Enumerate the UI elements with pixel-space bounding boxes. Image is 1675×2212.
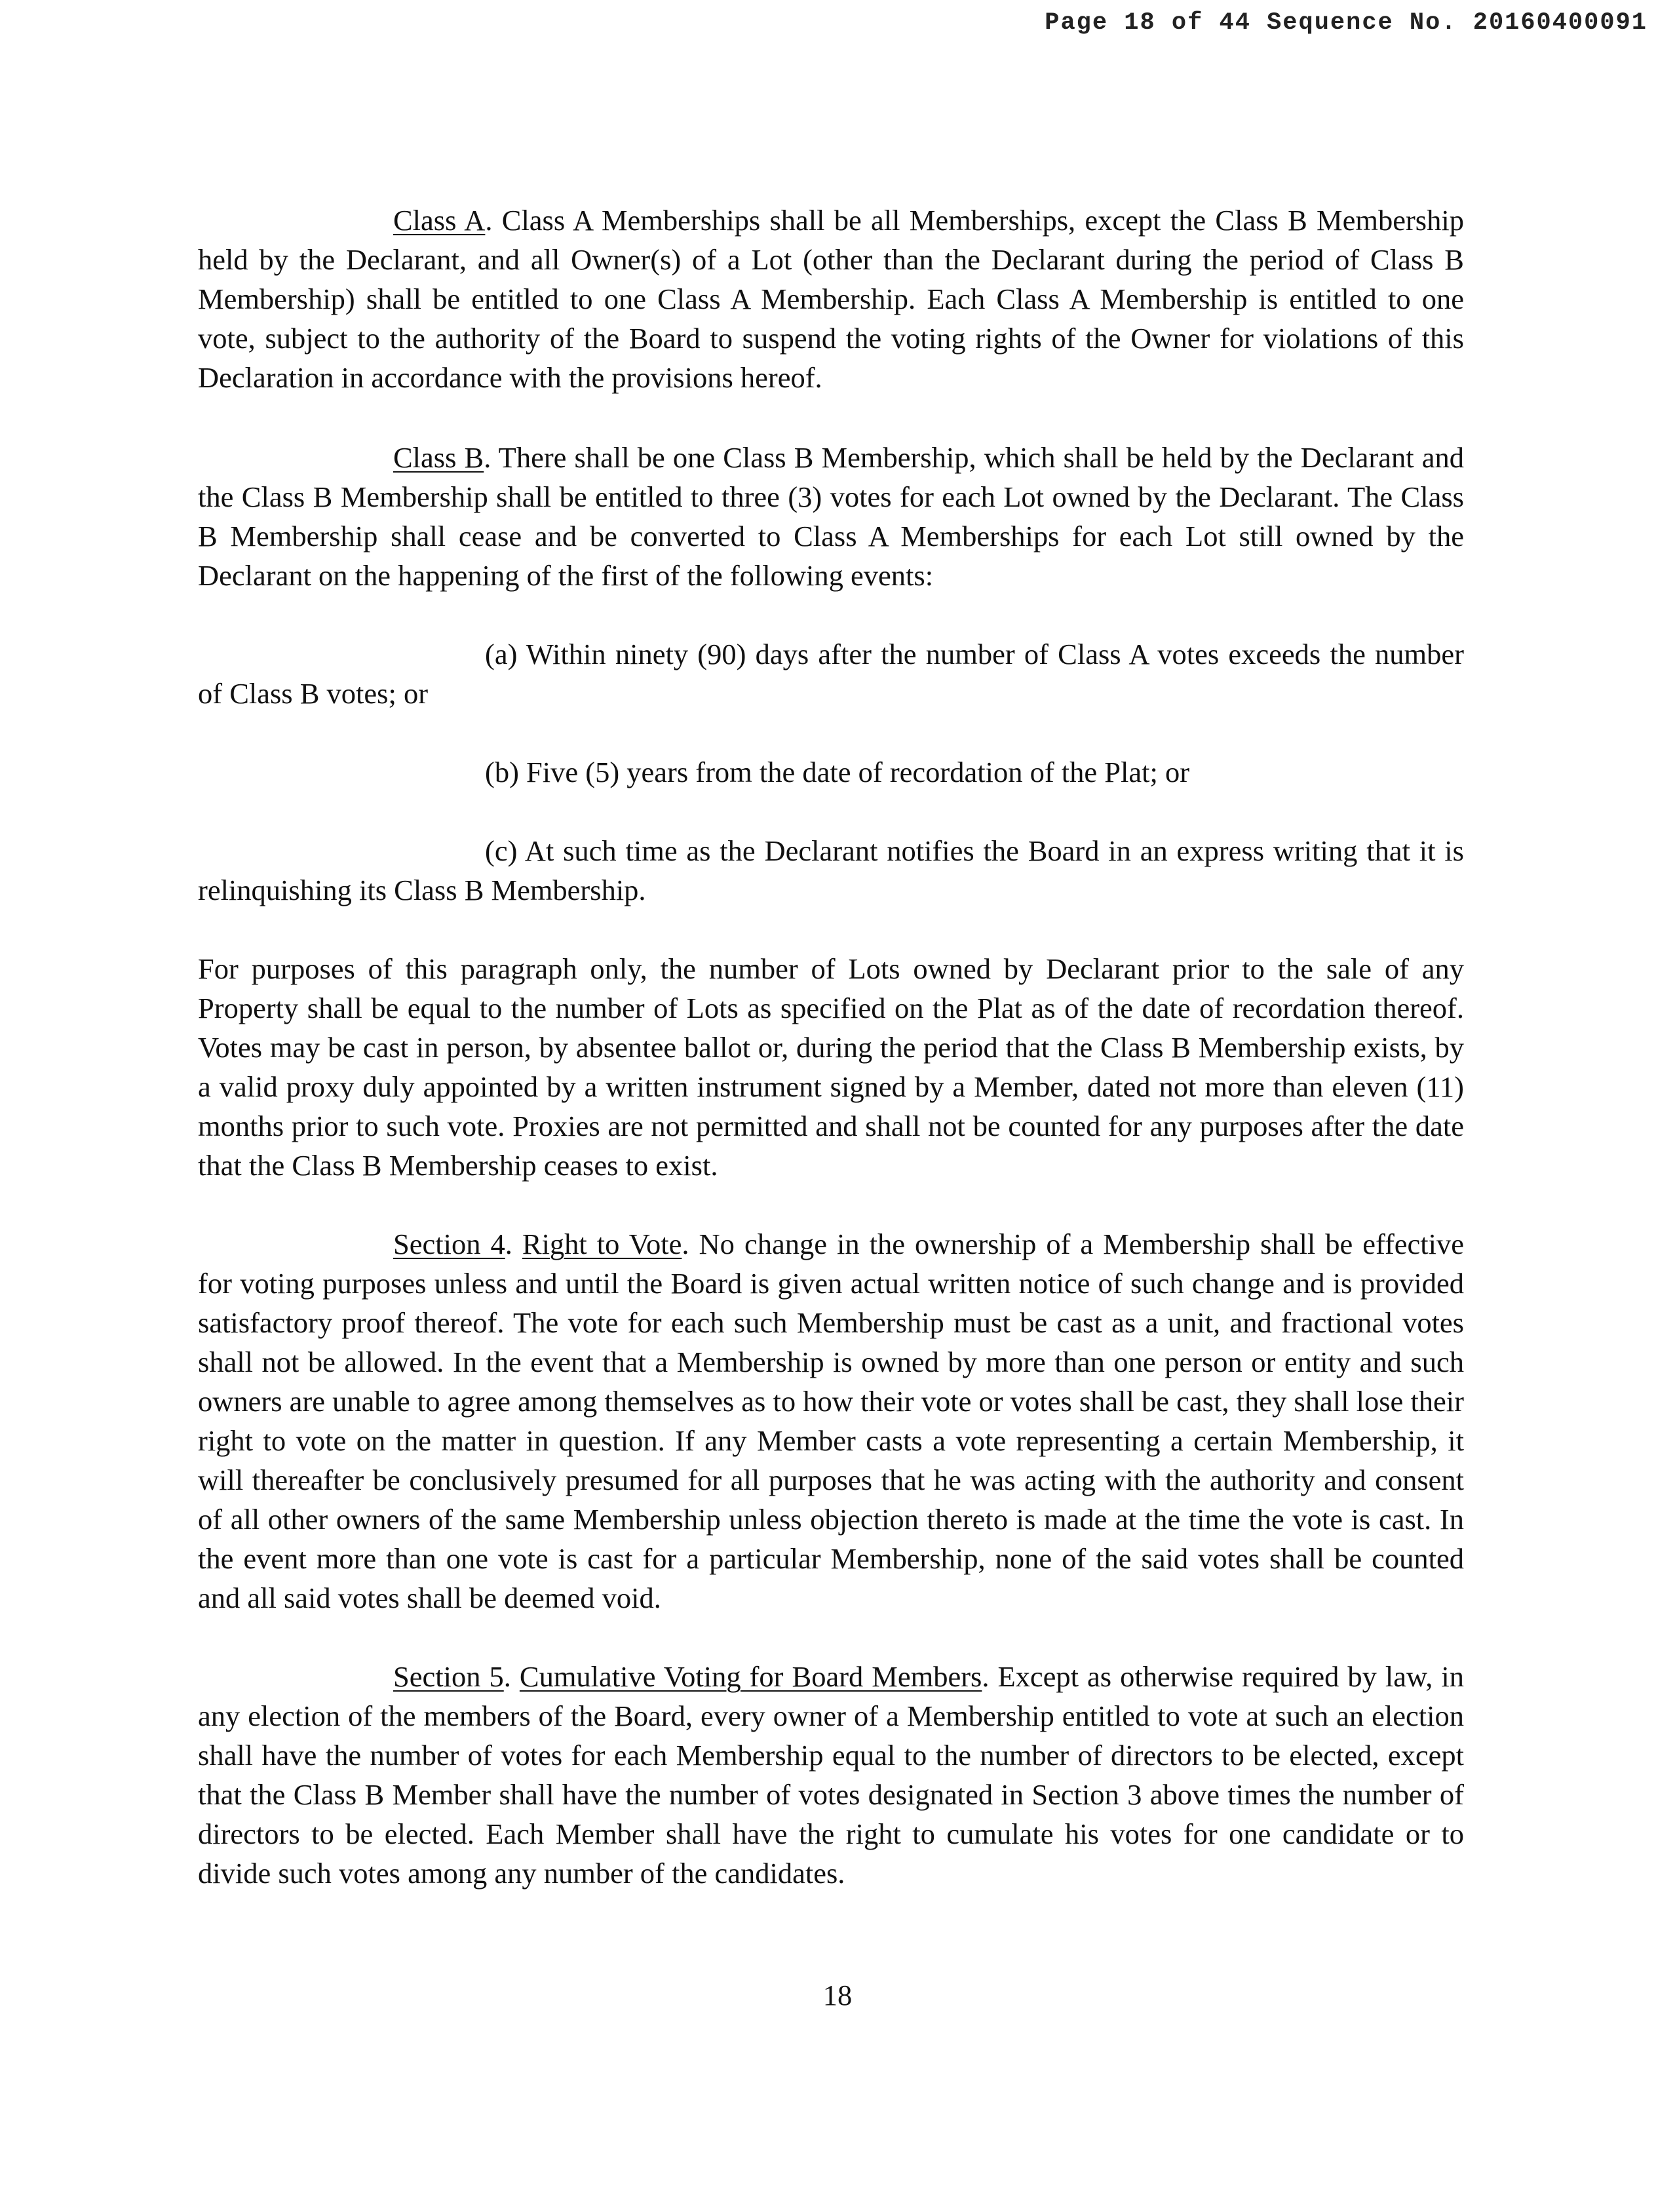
section-4-period: .: [505, 1228, 522, 1260]
paragraph-class-a: [198, 201, 1464, 397]
section-4-text: . No change in the ownership of a Membership shall be effective for voting purposes unless and until the Board is given actual written notice of such change and is provided satisfactory proof thereof. The vote for each such Membership must be cast as a unit, and fractional votes shall not be allowed. In the event that a Membership is owned by more than one person or entity and such owners are unable to agree among themselves as to how their vote or votes shall be cast, they shall lose their right to vote on the matter in question. If any Member casts a vote representing a certain Membership, it will thereafter be conclusively presumed for all purposes that he was acting with the authority and consent of all other owners of the same Membership unless objection thereto is made at the time the vote is cast. In the event more than one vote is cast for a particular Membership, none of the said votes shall be counted and all said votes shall be deemed void.: [198, 1228, 1465, 1614]
section-5-title: Cumulative Voting for Board Members: [519, 1660, 982, 1693]
paragraph-class-b: [198, 438, 1464, 595]
section-5-period: .: [503, 1660, 520, 1693]
list-item-c: (c) At such time as the Declarant notifies the Board in an express writing that it is relinquishing its Class B Membership.: [198, 834, 1464, 906]
page-header: Page 18 of 44 Sequence No. 20160400091: [1045, 9, 1647, 37]
class-a-heading: Class A: [393, 204, 486, 237]
paragraph-purposes: For purposes of this paragraph only, the number of Lots owned by Declarant prior to the sale of any Property shall be equal to the number of Lots as specified on the Plat as of the date of recordation thereof. Votes may be cast in person, by absentee ballot or, during the period that the Class B Membership exists, by a valid proxy duly appointed by a written instrument signed by a Member, dated not more than eleven (11) months prior to such vote. Proxies are not permitted and shall not be counted for any purposes after the date that the Class B Membership ceases to exist.: [198, 952, 1464, 1182]
section-4-number: Section 4: [393, 1228, 505, 1260]
paragraph-section-5: [198, 1657, 1464, 1893]
section-5-text: . Except as otherwise required by law, in any election of the members of the Board, every owner of a Membership entitled to vote at such an election shall have the number of votes for each Membership equal to the number of directors to be elected, except that the Class B Member shall have the number of votes designated in Section 3 above times the number of directors to be elected. Each Member shall have the right to cumulate his votes for one candidate or to divide such votes among any number of the candidates.: [198, 1660, 1465, 1890]
page-number: 18: [822, 1979, 853, 2011]
section-5-number: Section 5: [393, 1660, 504, 1693]
class-b-text: . There shall be one Class B Membership, which shall be held by the Declarant and the Class B Membership shall be entitled to three (3) votes for each Lot owned by the Declarant. The Class B Membership shall cease and be converted to Class A Memberships for each Lot still owned by the Declarant on the happening of the first of the following events:: [198, 441, 1464, 592]
section-4-title: Right to Vote: [522, 1228, 682, 1260]
class-b-heading: Class B: [393, 441, 484, 474]
list-item-b: (b) Five (5) years from the date of recordation of the Plat; or: [485, 756, 1190, 788]
list-item-a: (a) Within ninety (90) days after the number of Class A votes exceeds the number of Class B votes; or: [198, 638, 1464, 710]
document-body: [198, 201, 1464, 1932]
class-a-text: . Class A Memberships shall be all Memberships, except the Class B Membership held by the Declarant, and all Owner(s) of a Lot (other than the Declarant during the period of Class B Membership) shall be entitled to one Class A Membership. Each Class A Membership is entitled to one vote, subject to the authority of the Board to suspend the voting rights of the Owner for violations of this Declaration in accordance with the provisions hereof.: [198, 204, 1464, 394]
paragraph-section-4: [198, 1224, 1464, 1618]
